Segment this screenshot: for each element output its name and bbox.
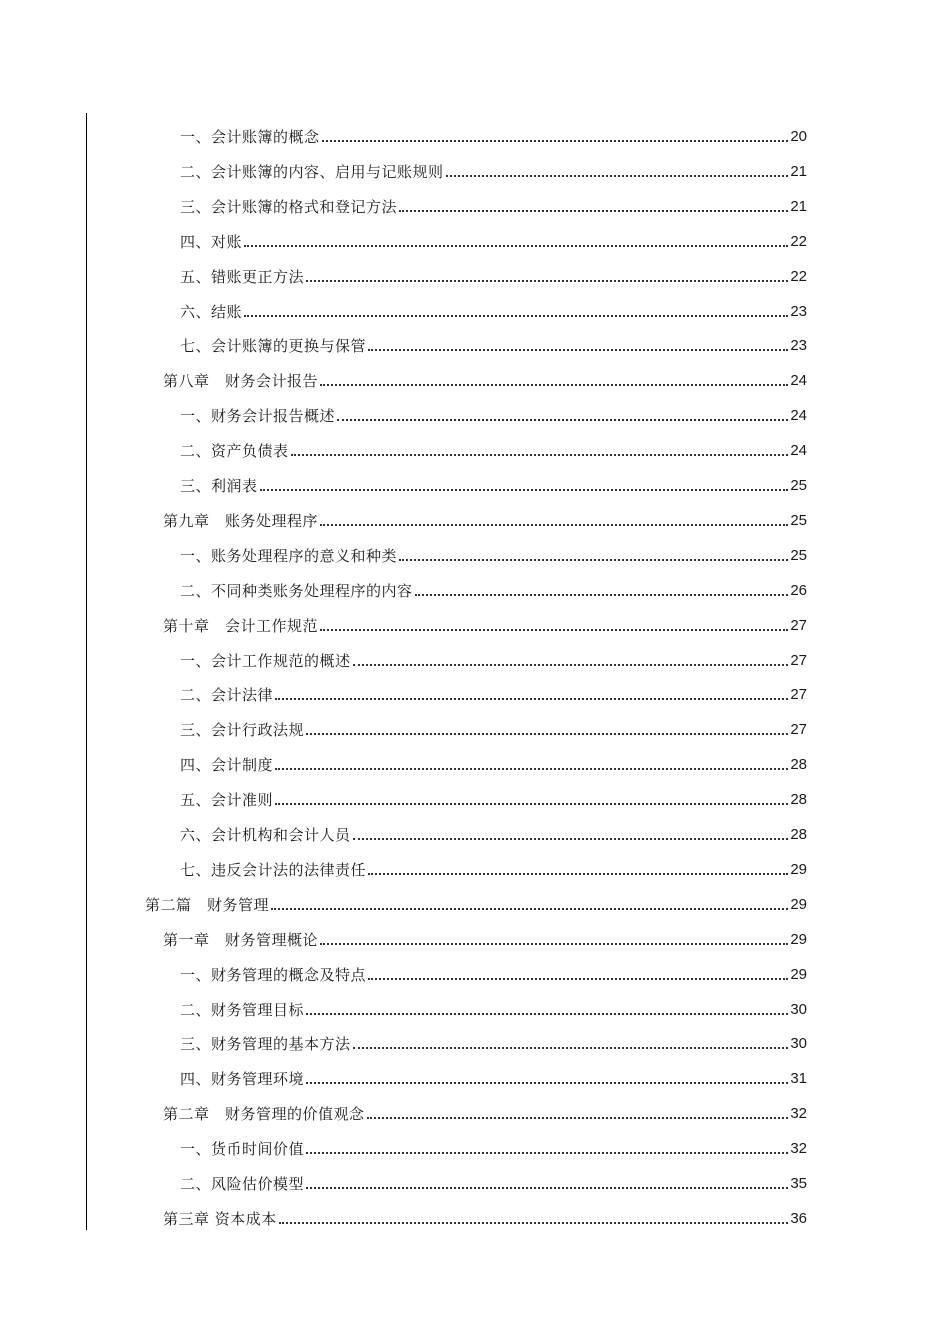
toc-dot-leader: [322, 140, 789, 142]
toc-entry-title: 七、会计账簿的更换与保管: [180, 337, 367, 356]
toc-dot-leader: [415, 594, 789, 596]
toc-entry-title: 第十章 会计工作规范: [163, 616, 319, 635]
toc-page-number: 28: [790, 791, 807, 809]
toc-section-entry[interactable]: [180, 1157, 807, 1193]
toc-page-number: 30: [790, 1035, 807, 1053]
toc-chapter-entry[interactable]: [163, 599, 807, 635]
toc-entry-title: 一、财务管理的概念及特点: [180, 965, 367, 984]
toc-page-number: 27: [790, 686, 807, 704]
toc-entry-title: 三、财务管理的基本方法: [180, 1035, 351, 1054]
toc-page-number: 24: [790, 372, 807, 390]
toc-entry-title: 六、会计机构和会计人员: [180, 826, 351, 844]
toc-dot-leader: [367, 1117, 789, 1119]
toc-entry-title: 第二章 财务管理的价值观念: [163, 1105, 365, 1124]
toc-entry-title: 三、会计账簿的格式和登记方法: [180, 197, 398, 216]
toc-dot-leader: [399, 210, 788, 212]
toc-dot-leader: [320, 629, 788, 631]
toc-entry-title: 二、财务管理目标: [180, 1000, 305, 1019]
toc-page-number: 22: [790, 267, 807, 285]
toc-dot-leader: [446, 175, 789, 177]
toc-dot-leader: [306, 1013, 788, 1015]
toc-dot-leader: [275, 803, 788, 805]
toc-page-number: 27: [790, 721, 807, 739]
toc-dot-leader: [320, 943, 788, 945]
toc-entry-title: 一、会计工作规范的概述: [180, 651, 351, 670]
toc-dot-leader: [353, 1047, 789, 1049]
toc-entry-title: 六、结账: [180, 302, 243, 321]
toc-page-number: 24: [790, 442, 807, 460]
toc-section-entry[interactable]: [180, 808, 807, 844]
toc-section-entry[interactable]: [180, 634, 807, 670]
toc-entry-title: 三、会计行政法规: [180, 721, 305, 740]
toc-page-number: 30: [790, 1000, 807, 1018]
toc-page-number: 23: [790, 337, 807, 355]
toc-page-number: 32: [790, 1105, 807, 1123]
toc-dot-leader: [368, 978, 788, 980]
toc-section-entry[interactable]: [180, 215, 807, 251]
toc-page-number: 22: [790, 232, 807, 250]
toc-page-number: 25: [790, 511, 807, 529]
toc-entry-title: 一、账务处理程序的意义和种类: [180, 546, 398, 565]
toc-page-number: 23: [790, 302, 807, 320]
toc-page-number: 26: [790, 581, 807, 599]
toc-chapter-entry[interactable]: [163, 913, 807, 949]
toc-dot-leader: [244, 315, 788, 317]
toc-section-entry[interactable]: [180, 529, 807, 565]
toc-page-number: 36: [790, 1209, 807, 1227]
toc-dot-leader: [244, 245, 788, 247]
toc-dot-leader: [279, 1222, 789, 1224]
toc-section-entry[interactable]: [180, 564, 807, 600]
toc-page-number: 24: [790, 407, 807, 425]
toc-section-entry[interactable]: [180, 703, 807, 739]
toc-dot-leader: [306, 1187, 788, 1189]
toc-entry-title: 二、会计账簿的内容、启用与记账规则: [180, 162, 444, 181]
toc-section-entry[interactable]: [180, 668, 807, 704]
toc-page-number: 28: [790, 826, 807, 843]
toc-dot-leader: [320, 384, 788, 386]
toc-dot-leader: [271, 908, 788, 910]
toc-page-number: 27: [790, 651, 807, 669]
toc-section-entry[interactable]: [180, 110, 807, 146]
toc-section-entry[interactable]: [180, 424, 807, 460]
toc-dot-leader: [353, 838, 789, 840]
toc-section-entry[interactable]: [180, 843, 807, 879]
toc-entry-title: 五、会计准则: [180, 791, 274, 810]
toc-section-entry[interactable]: [180, 983, 807, 1019]
toc-page-number: 25: [790, 546, 807, 564]
toc-section-entry[interactable]: [180, 948, 807, 984]
toc-dot-leader: [306, 280, 788, 282]
toc-dot-leader: [275, 768, 788, 770]
toc-chapter-entry[interactable]: [163, 354, 807, 390]
toc-section-entry[interactable]: [180, 1122, 807, 1158]
toc-entry-title: 五、错账更正方法: [180, 267, 305, 286]
toc-entry-title: 四、会计制度: [180, 756, 274, 775]
toc-section-entry[interactable]: [180, 389, 807, 425]
toc-page-number: 29: [790, 860, 807, 878]
toc-dot-leader: [260, 489, 789, 491]
toc-section-entry[interactable]: [180, 145, 807, 181]
toc-dot-leader: [306, 1082, 788, 1084]
toc-entry-title: 七、违反会计法的法律责任: [180, 860, 367, 879]
toc-dot-leader: [275, 698, 788, 700]
toc-dot-leader: [337, 419, 788, 421]
toc-entry-title: 一、货币时间价值: [180, 1140, 305, 1159]
toc-dot-leader: [353, 664, 789, 666]
toc-page-number: 29: [790, 895, 807, 913]
toc-entry-title: 一、财务会计报告概述: [180, 407, 336, 426]
toc-page-number: 29: [790, 965, 807, 983]
toc-section-entry[interactable]: [180, 459, 807, 495]
toc-page-number: 25: [790, 477, 807, 494]
toc-page-number: 35: [790, 1175, 807, 1192]
toc-dot-leader: [399, 559, 788, 561]
toc-entry-title: 三、利润表: [180, 477, 258, 495]
toc-page-number: 31: [790, 1070, 807, 1088]
toc-section-entry[interactable]: [180, 773, 807, 809]
toc-page-number: 21: [790, 197, 807, 215]
toc-entry-title: 二、会计法律: [180, 686, 274, 705]
toc-section-entry[interactable]: [180, 285, 807, 321]
toc-dot-leader: [306, 733, 788, 735]
toc-part-entry[interactable]: [145, 878, 807, 914]
toc-entry-title: 二、风险估价模型: [180, 1175, 305, 1193]
toc-entry-title: 二、资产负债表: [180, 442, 289, 461]
toc-entry-title: 第三章 资本成本: [163, 1209, 277, 1228]
toc-chapter-entry[interactable]: [163, 1192, 807, 1228]
toc-page-number: 20: [790, 128, 807, 145]
toc-entry-title: 四、对账: [180, 232, 243, 251]
toc-page-number: 29: [790, 930, 807, 948]
toc-dot-leader: [291, 454, 789, 456]
toc-dot-leader: [320, 524, 788, 526]
toc-section-entry[interactable]: [180, 1017, 807, 1053]
page-margin-rule: [86, 113, 87, 1230]
toc-section-entry[interactable]: [180, 180, 807, 216]
toc-page-number: 27: [790, 616, 807, 634]
toc-entry-title: 第九章 账务处理程序: [163, 511, 319, 530]
toc-entry-title: 四、财务管理环境: [180, 1070, 305, 1089]
toc-entry-title: 二、不同种类账务处理程序的内容: [180, 581, 413, 600]
toc-entry-title: 第八章 财务会计报告: [163, 372, 319, 391]
toc-entry-title: 第二篇 财务管理: [145, 895, 270, 914]
toc-page-number: 21: [790, 162, 807, 180]
toc-dot-leader: [368, 873, 788, 875]
toc-page-number: 28: [790, 756, 807, 774]
toc-chapter-entry[interactable]: [163, 1087, 807, 1123]
toc-dot-leader: [306, 1152, 788, 1154]
toc-section-entry[interactable]: [180, 319, 807, 355]
toc-section-entry[interactable]: [180, 738, 807, 774]
toc-dot-leader: [368, 349, 788, 351]
toc-section-entry[interactable]: [180, 250, 807, 286]
toc-entry-title: 一、会计账簿的概念: [180, 128, 320, 146]
toc-section-entry[interactable]: [180, 1052, 807, 1088]
toc-page-number: 32: [790, 1140, 807, 1158]
toc-chapter-entry[interactable]: [163, 494, 807, 530]
toc-entry-title: 第一章 财务管理概论: [163, 930, 319, 949]
